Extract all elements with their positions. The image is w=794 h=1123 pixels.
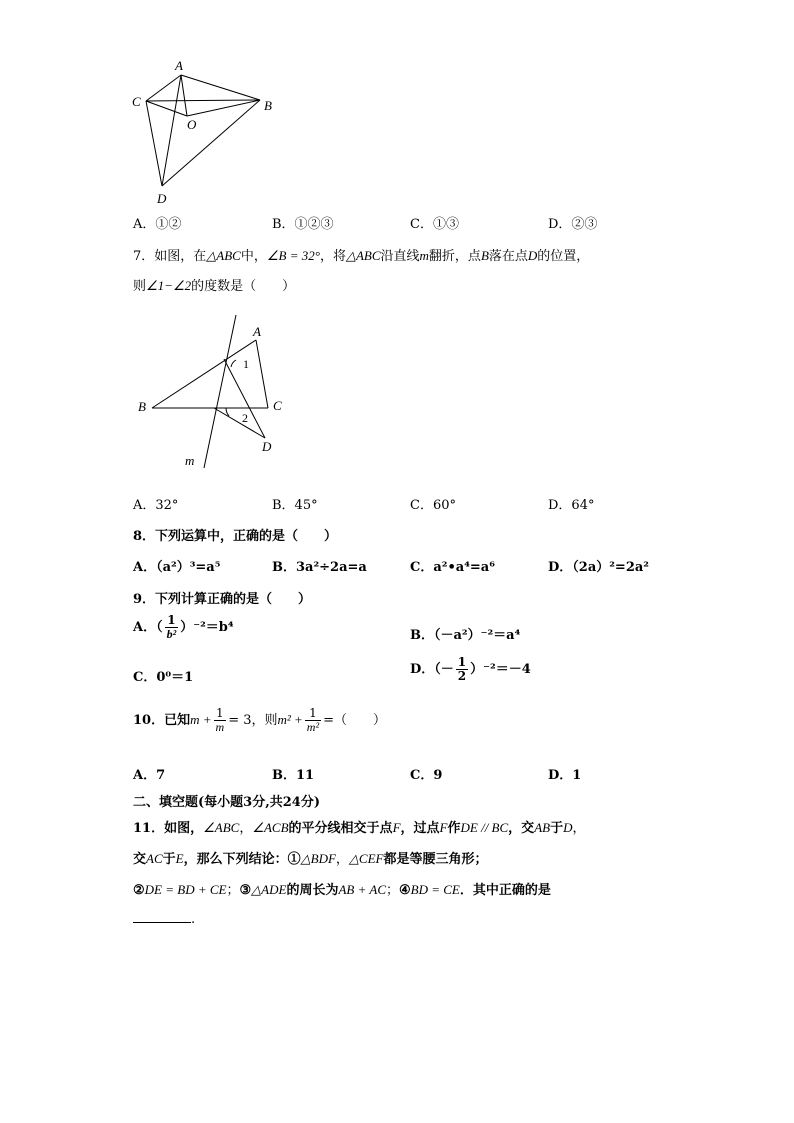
q9-stem: 9．下列计算正确的是（ ） (133, 592, 312, 607)
q10-fraction-2: $\frac{1}{\text{m²}}$ (306, 706, 320, 734)
fig7-label-a: A (253, 324, 261, 339)
q8-option-a: A．（a²）³=a⁵ (133, 560, 221, 575)
fig7-label-2: 2 (242, 411, 248, 425)
fig7-label-c: C (273, 398, 282, 413)
q6-option-a: A．①② (133, 217, 182, 232)
q11-line3: ②DE = BD + CE；③△ADE的周长为AB + AC；④BD = CE．其中正确的是 (133, 882, 551, 898)
fig7-label-d: D (262, 439, 272, 454)
q10-option-d: D．1 (548, 768, 582, 783)
q11-line1: 11．如图，∠ABC，∠ACB的平分线相交于点F，过点F作DE // BC，交AB于D， (133, 820, 586, 836)
q7-line2: 则∠1−∠2的度数是（ ） (133, 278, 296, 294)
q6-figure (125, 58, 285, 208)
q10-option-c: C．9 (410, 768, 443, 783)
fig6-label-o: O (187, 117, 197, 132)
fig7-label-1: 1 (243, 357, 249, 371)
q6-option-b: B．①②③ (272, 217, 334, 232)
q11-answer-blank[interactable] (133, 910, 191, 923)
q10-fraction-1: $\frac{1}{m}$ (215, 706, 225, 734)
q9-d-fraction: $\frac{1}{2}$ (457, 655, 467, 683)
fig7-label-m: m (185, 453, 195, 468)
q10-option-b: B．11 (272, 768, 315, 783)
q9-a-fraction: $\frac{1}{\text{b²}}$ (166, 613, 177, 641)
fig6-label-b: B (264, 98, 272, 113)
q11-answer-line: . (133, 910, 195, 927)
q7-figure (130, 310, 300, 475)
q7-option-d: D．64° (548, 498, 595, 513)
q9-option-b: B．（－a²）⁻²＝a⁴ (410, 628, 521, 643)
section-title: 二、填空题(每小题3分,共24分) (133, 795, 320, 810)
q9-option-a: A．（ $\frac{1}{\text{b²}}$ ）⁻²＝b⁴ (133, 613, 234, 641)
q7-option-b: B．45° (272, 498, 318, 513)
q7-line1: 7．如图，在△ABC中，∠B = 32°，将△ABC沿直线m翻折，点B落在点D的位置， (133, 248, 590, 264)
q8-option-b: B．3a²÷2a=a (272, 560, 367, 575)
fig7-label-b: B (138, 399, 146, 414)
q11-line2: 交AC于E，那么下列结论：①△BDF，△CEF都是等腰三角形； (133, 851, 488, 867)
fig6-label-d: D (157, 191, 167, 206)
q8-option-c: C．a²•a⁴=a⁶ (410, 560, 495, 575)
q6-option-d: D．②③ (548, 217, 598, 232)
q9-option-c: C．0⁰＝1 (133, 670, 194, 685)
fig6-label-a: A (175, 58, 183, 73)
q7-option-a: A．32° (133, 498, 179, 513)
q7-option-c: C．60° (410, 498, 456, 513)
q6-option-c: C．①③ (410, 217, 459, 232)
q10-stem: 10．已知m + $\frac{1}{m}$ = 3，则m² + $\frac{1}{\text{m²}}$ =（ ） (133, 706, 386, 734)
q9-option-d: D．（－ $\frac{1}{2}$ ）⁻²＝－4 (410, 655, 531, 683)
fig6-label-c: C (132, 94, 141, 109)
q10-option-a: A．7 (133, 768, 166, 783)
q8-stem: 8．下列运算中，正确的是（ ） (133, 529, 338, 544)
q8-option-d: D．（2a）²=2a² (548, 560, 649, 575)
